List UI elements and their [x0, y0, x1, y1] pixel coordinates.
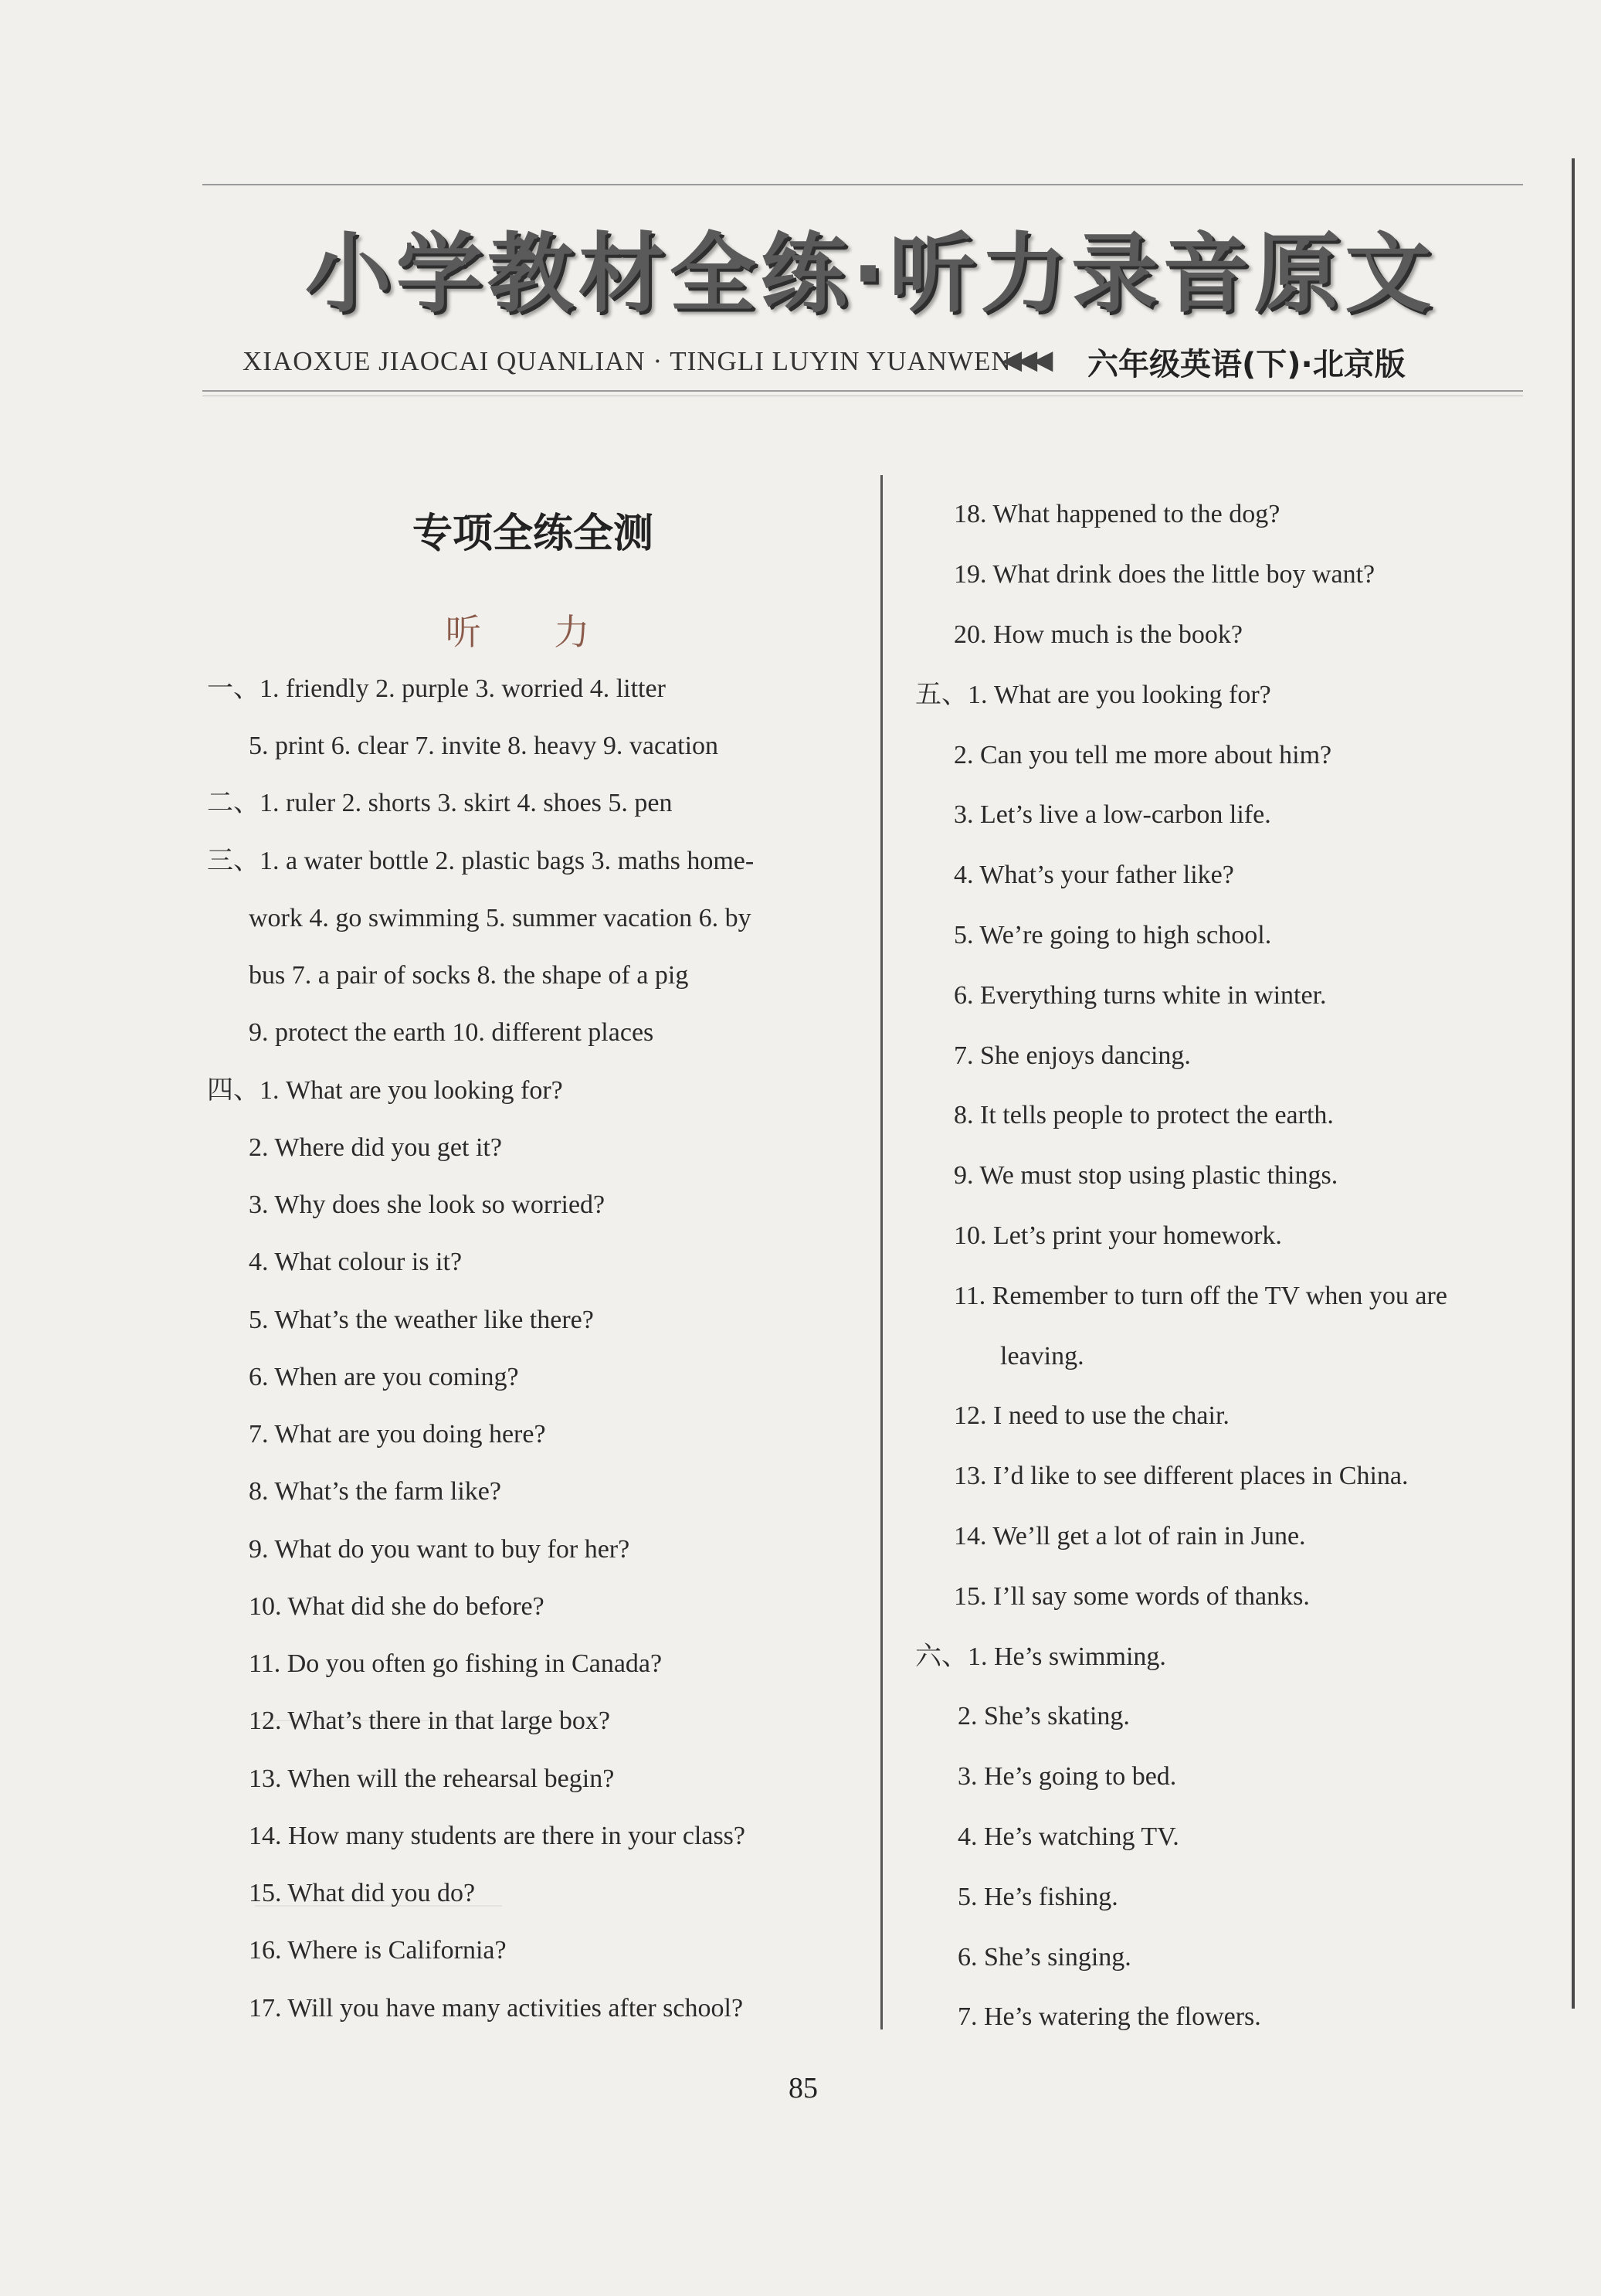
answer-line: 2. Where did you get it? [249, 1133, 502, 1162]
answer-line: 7. He’s watering the flowers. [958, 2002, 1261, 2031]
answer-line: 14. How many students are there in your class? [249, 1822, 745, 1850]
answer-line: 5. We’re going to high school. [954, 921, 1272, 949]
answer-line: 9. What do you want to buy for her? [249, 1535, 630, 1564]
faint-watermark [255, 1862, 502, 1907]
answer-line: work 4. go swimming 5. summer vacation 6. by [249, 904, 751, 932]
answer-line: 2. Can you tell me more about him? [954, 741, 1332, 769]
answer-line: 8. What’s the farm like? [249, 1477, 501, 1506]
faint-watermark [255, 1676, 502, 1721]
answer-line: 3. Why does she look so worried? [249, 1190, 605, 1219]
answer-line: 20. How much is the book? [954, 620, 1243, 649]
answer-line: 7. What are you doing here? [249, 1420, 546, 1449]
answer-line: 二、1. ruler 2. shorts 3. skirt 4. shoes 5. pen [207, 789, 673, 817]
answer-line: 11. Do you often go fishing in Canada? [249, 1649, 663, 1678]
answer-line: 5. print 6. clear 7. invite 8. heavy 9. vacation [249, 732, 719, 760]
header-bottom-rule [202, 390, 1523, 392]
answer-line: 6. She’s singing. [958, 1943, 1131, 1972]
answer-line: 9. We must stop using plastic things. [954, 1161, 1338, 1190]
answer-line: leaving. [1000, 1342, 1084, 1370]
answer-line: 6. Everything turns white in winter. [954, 981, 1327, 1010]
answer-line: 五、1. What are you looking for? [915, 681, 1271, 709]
column-divider [880, 475, 883, 2029]
answer-line: 12. What’s there in that large box? [249, 1707, 610, 1735]
answer-line: 3. He’s going to bed. [958, 1762, 1177, 1791]
answer-line: 9. protect the earth 10. different places [249, 1018, 654, 1047]
answer-line: 4. What’s your father like? [954, 861, 1234, 889]
page-edge-bar [1572, 158, 1575, 2009]
grade-label: 六年级英语(下)·北京版 [1087, 347, 1406, 382]
answer-line: 四、1. What are you looking for? [207, 1076, 563, 1105]
answer-line: 6. When are you coming? [249, 1363, 519, 1391]
header-top-rule [202, 184, 1523, 185]
answer-line: 4. He’s watching TV. [958, 1822, 1179, 1851]
section-title: 专项全练全测 [412, 511, 653, 557]
answer-line: 14. We’ll get a lot of rain in June. [954, 1522, 1306, 1550]
answer-line: 10. What did she do before? [249, 1592, 544, 1621]
section-subtitle: 听 力 [445, 611, 621, 653]
book-title: 小学教材全练·听力录音原文 [304, 224, 1436, 324]
answer-line: 8. It tells people to protect the earth. [954, 1101, 1334, 1129]
book-title-pinyin: XIAOXUE JIAOCAI QUANLIAN · TINGLI LUYIN YUANWEN [243, 346, 1012, 376]
answer-line: 13. I’d like to see different places in China. [954, 1462, 1409, 1490]
answer-line: 13. When will the rehearsal begin? [249, 1764, 615, 1793]
answer-line: bus 7. a pair of socks 8. the shape of a pig [249, 961, 689, 990]
answer-line: 7. She enjoys dancing. [954, 1041, 1191, 1070]
answer-line: 16. Where is California? [249, 1936, 507, 1965]
page-number: 85 [789, 2072, 818, 2104]
answer-line: 19. What drink does the little boy want? [954, 560, 1375, 589]
answer-line: 15. I’ll say some words of thanks. [954, 1582, 1310, 1611]
answer-line: 18. What happened to the dog? [954, 500, 1280, 528]
answer-line: 六、1. He’s swimming. [915, 1642, 1166, 1671]
answer-line: 17. Will you have many activities after school? [249, 1994, 744, 2023]
arrows-icon: ◀◀◀ [1002, 345, 1049, 375]
answer-line: 5. What’s the weather like there? [249, 1306, 594, 1334]
answer-line: 2. She’s skating. [958, 1702, 1130, 1730]
answer-line: 11. Remember to turn off the TV when you are [954, 1282, 1447, 1310]
answer-line: 3. Let’s live a low-carbon life. [954, 800, 1271, 829]
answer-line: 三、1. a water bottle 2. plastic bags 3. maths home- [207, 847, 755, 875]
answer-line: 5. He’s fishing. [958, 1883, 1118, 1911]
answer-line: 10. Let’s print your homework. [954, 1221, 1282, 1250]
answer-line: 4. What colour is it? [249, 1248, 463, 1276]
answer-line: 一、1. friendly 2. purple 3. worried 4. litter [207, 674, 666, 703]
answer-line: 12. I need to use the chair. [954, 1401, 1230, 1430]
answer-line: 15. What did you do? [249, 1879, 476, 1907]
